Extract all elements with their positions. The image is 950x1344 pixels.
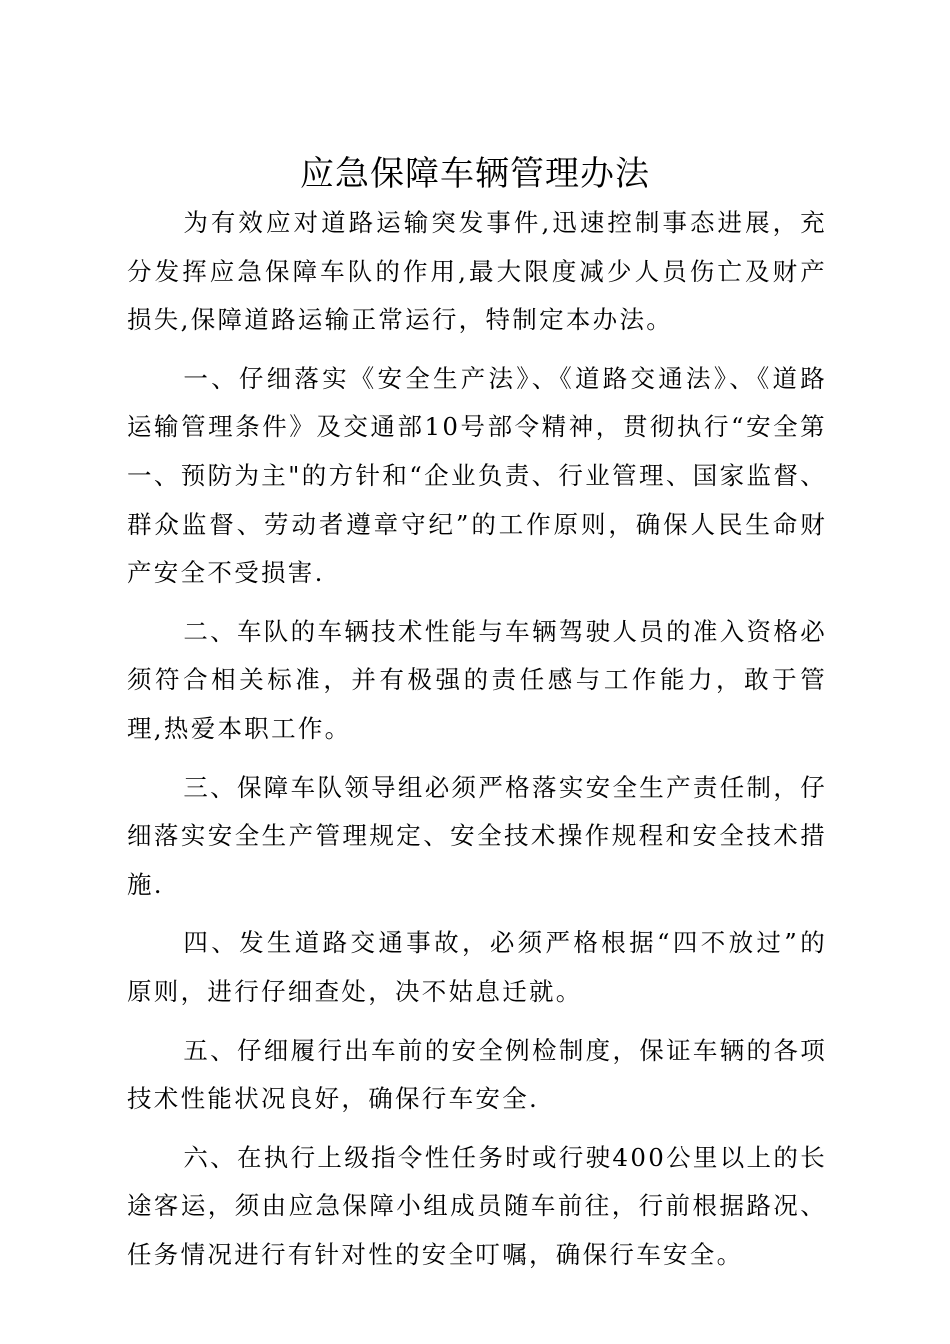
paragraph-item-6: 六、在执行上级指令性任务时或行驶400公里以上的长途客运，须由应急保障小组成员随车前往，行前根据路况、任务情况进行有针对性的安全叮嘱，确保行车安全。 (127, 1142, 827, 1269)
paragraph-item-5: 五、仔细履行出车前的安全例检制度，保证车辆的各项技术性能状况良好，确保行车安全. (127, 1035, 827, 1114)
paragraph-item-2: 二、车队的车辆技术性能与车辆驾驶人员的准入资格必须符合相关标准，并有极强的责任感与工作能力，敢于管理,热爱本职工作。 (127, 616, 827, 743)
document-body (127, 199, 827, 1289)
paragraph-item-3: 三、保障车队领导组必须严格落实安全生产责任制，仔细落实安全生产管理规定、安全技术操作规程和安全技术措施. (127, 772, 827, 899)
paragraph-item-4: 四、发生道路交通事故，必须严格根据“四不放过”的原则，进行仔细查处，决不姑息迁就。 (127, 928, 827, 1006)
document-title: 应急保障车辆管理办法 (300, 154, 650, 194)
paragraph-intro: 为有效应对道路运输突发事件,迅速控制事态进展，充分发挥应急保障车队的作用,最大限度减少人员伤亡及财产损失,保障道路运输正常运行，特制定本办法。 (127, 208, 827, 335)
paragraph-item-1: 一、仔细落实《安全生产法》、《道路交通法》、《道路运输管理条件》及交通部10号部令精神，贯彻执行“安全第一、预防为主"的方针和“企业负责、行业管理、国家监督、群众监督、劳动者遵章守纪”的工作原则，确保人民生命财产安全不受损害. (127, 363, 827, 588)
